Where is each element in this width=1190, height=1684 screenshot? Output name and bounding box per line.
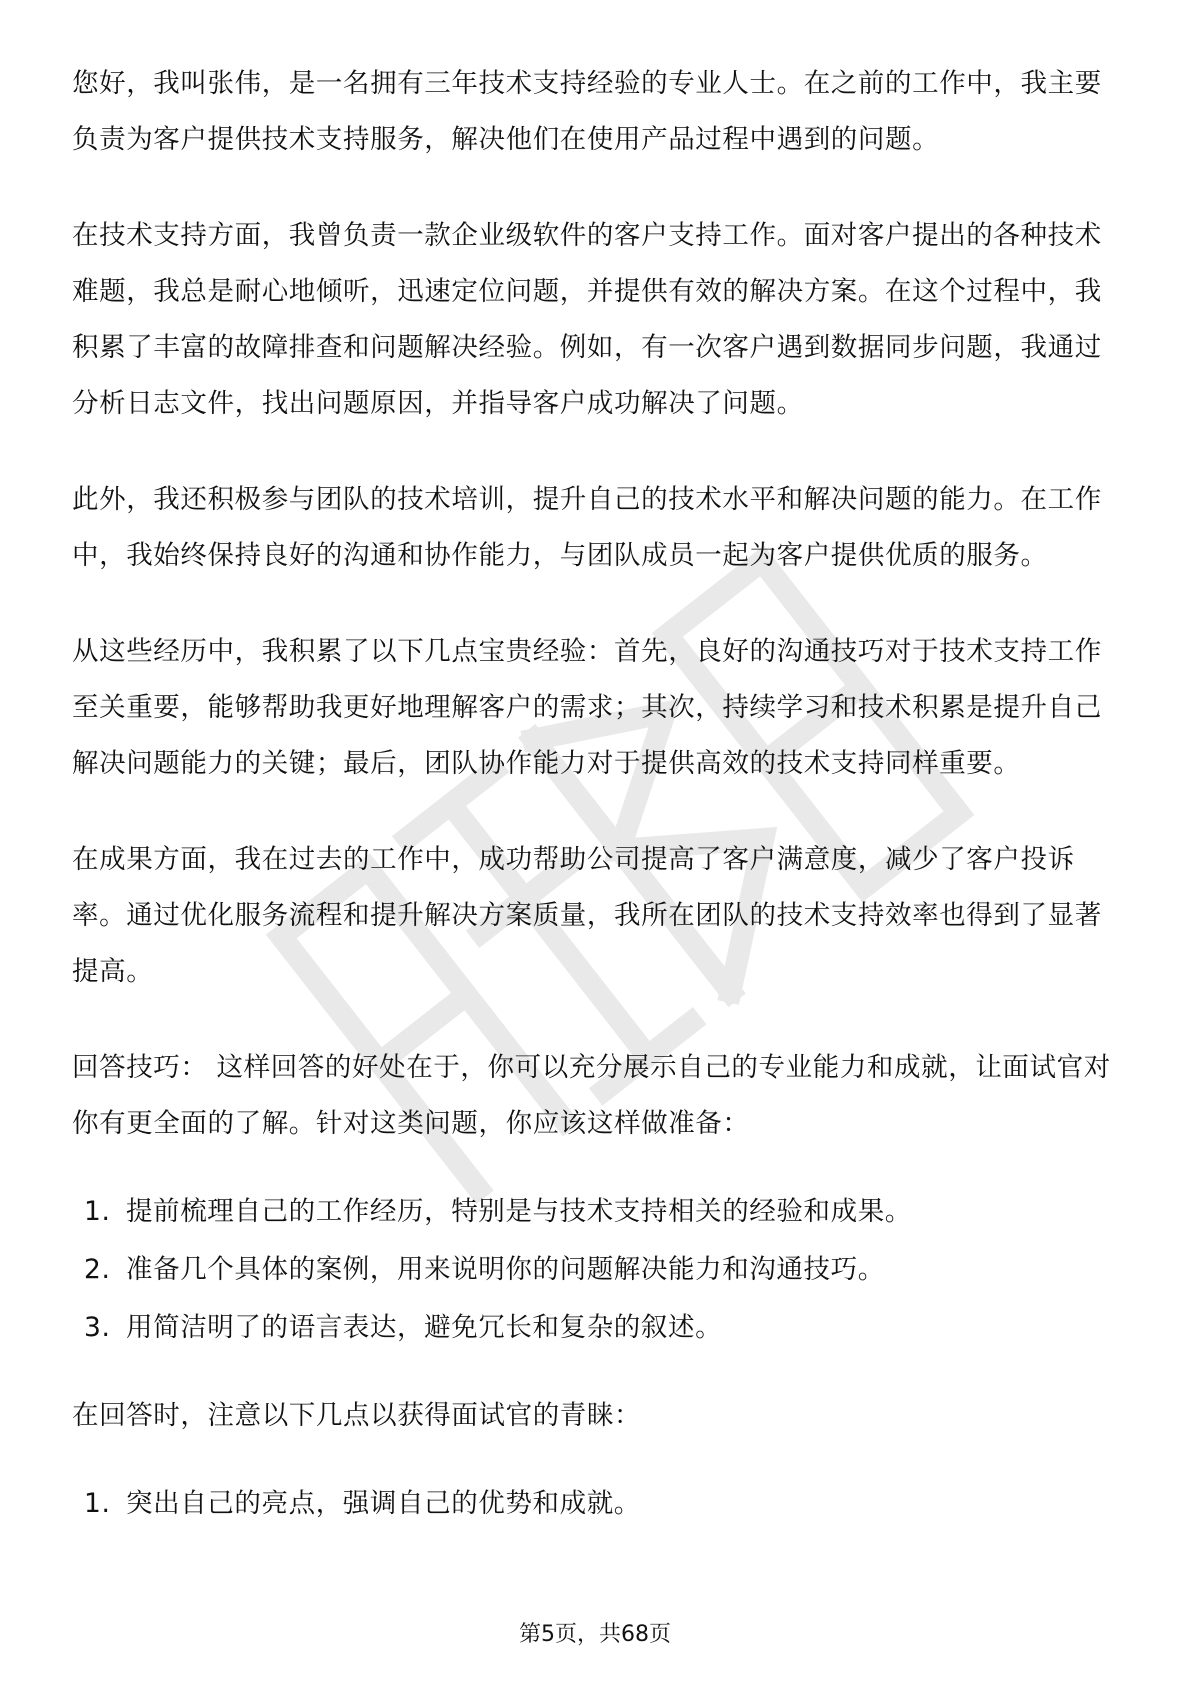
technical-support-paragraph: 在技术支持方面，我曾负责一款企业级软件的客户支持工作。面对客户提出的各种技术难题，我总是耐心地倾听，迅速定位问题，并提供有效的解决方案。在这个过程中，我积累了丰富的故障排查和问题解决经验。例如，有一次客户遇到数据同步问题，我通过分析日志文件，找出问题原因，并指导客户成功解决了问题。 — [72, 220, 1102, 419]
list-text: 用简洁明了的语言表达，避免冗长和复杂的叙述。 — [126, 1312, 723, 1343]
list-number: 3. — [84, 1312, 111, 1343]
list-item — [72, 1308, 1122, 1348]
document-body — [72, 56, 1122, 1564]
page-number-footer: 第5页，共68页 — [519, 1622, 671, 1647]
list-text: 突出自己的亮点，强调自己的优势和成就。 — [126, 1488, 641, 1519]
list-item — [72, 1484, 1122, 1524]
list-item — [72, 1192, 1122, 1232]
experience-paragraph: 从这些经历中，我积累了以下几点宝贵经验：首先，良好的沟通技巧对于技术支持工作至关重要，能够帮助我更好地理解客户的需求；其次，持续学习和技术积累是提升自己解决问题能力的关键；最后，团队协作能力对于提供高效的技术支持同样重要。 — [72, 636, 1102, 779]
list-number: 1. — [84, 1196, 111, 1227]
training-paragraph: 此外，我还积极参与团队的技术培训，提升自己的技术水平和解决问题的能力。在工作中，我始终保持良好的沟通和协作能力，与团队成员一起为客户提供优质的服务。 — [72, 484, 1102, 571]
tips-intro-paragraph: 在回答时，注意以下几点以获得面试官的青睐： — [72, 1400, 642, 1431]
achievements-paragraph: 在成果方面，我在过去的工作中，成功帮助公司提高了客户满意度，减少了客户投诉率。通过优化服务流程和提升解决方案质量，我所在团队的技术支持效率也得到了显著提高。 — [72, 844, 1102, 987]
preparation-list — [72, 1192, 1122, 1348]
intro-paragraph: 您好，我叫张伟，是一名拥有三年技术支持经验的专业人士。在之前的工作中，我主要负责为客户提供技术支持服务，解决他们在使用产品过程中遇到的问题。 — [72, 68, 1102, 155]
list-item — [72, 1250, 1122, 1290]
tips-list — [72, 1484, 1122, 1524]
answer-tips-paragraph: 回答技巧： 这样回答的好处在于，你可以充分展示自己的专业能力和成就，让面试官对你有更全面的了解。针对这类问题，你应该这样做准备： — [72, 1052, 1111, 1139]
list-number: 2. — [84, 1254, 111, 1285]
list-text: 准备几个具体的案例，用来说明你的问题解决能力和沟通技巧。 — [126, 1254, 885, 1285]
list-text: 提前梳理自己的工作经历，特别是与技术支持相关的经验和成果。 — [126, 1196, 912, 1227]
list-number: 1. — [84, 1488, 111, 1519]
